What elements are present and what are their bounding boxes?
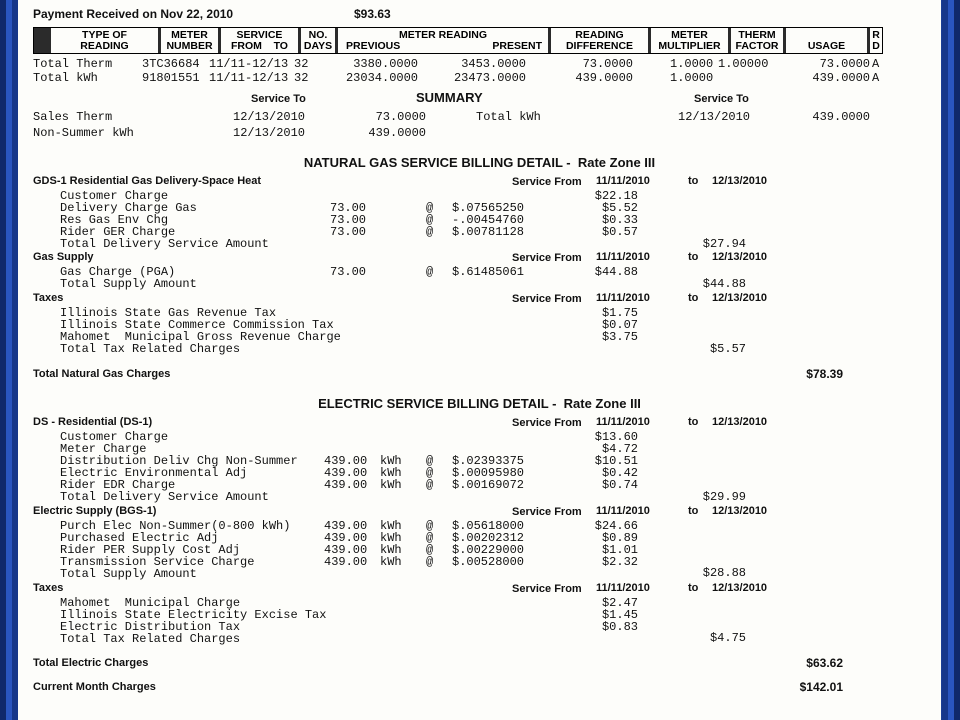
meter-period: 11/11-12/13 xyxy=(209,57,289,71)
header-multiplier: MULTIPLIER xyxy=(658,40,721,52)
service-from-label: Service From xyxy=(512,506,582,518)
line-unit: kWh xyxy=(380,555,402,569)
line-at: @ xyxy=(426,543,434,557)
meter-usage: 73.0000 xyxy=(819,57,870,71)
header-present: PRESENT xyxy=(492,40,542,52)
subtotal-amount: $44.88 xyxy=(702,277,746,291)
subtotal-amount: $4.75 xyxy=(709,631,746,645)
summary-value: 73.0000 xyxy=(375,110,426,124)
line-at: @ xyxy=(426,555,434,569)
line-label: Meter Charge xyxy=(60,442,147,456)
line-amount: $3.75 xyxy=(601,330,638,344)
line-amount: $24.66 xyxy=(594,519,638,533)
summary-value: 439.0000 xyxy=(368,126,426,140)
service-to-label: to xyxy=(688,251,699,263)
line-unit: kWh xyxy=(380,454,402,468)
gas-delivery-header: GDS-1 Residential Gas Delivery-Space Heat xyxy=(33,175,262,187)
line-label: Illinois State Commerce Commission Tax xyxy=(60,318,334,332)
line-qty: 73.00 xyxy=(330,201,367,215)
header-no: NO. xyxy=(308,29,328,41)
subtotal-label: Total Supply Amount xyxy=(60,277,197,291)
electric-taxes-header: Taxes xyxy=(33,582,64,594)
header-usage: USAGE xyxy=(807,40,846,52)
subtotal-amount: $29.99 xyxy=(702,490,746,504)
summary-value-2: 439.0000 xyxy=(812,110,870,124)
line-amount: $1.75 xyxy=(601,306,638,320)
header-number: NUMBER xyxy=(166,40,213,52)
line-rate: $.00202312 xyxy=(452,531,525,545)
line-qty: 439.00 xyxy=(324,454,368,468)
line-label: Transmission Service Charge xyxy=(60,555,255,569)
header-meter: METER xyxy=(171,29,208,41)
line-label: Customer Charge xyxy=(60,189,169,203)
line-unit: kWh xyxy=(380,466,402,480)
line-amount: $1.01 xyxy=(601,543,638,557)
line-qty: 439.00 xyxy=(324,555,368,569)
line-at: @ xyxy=(426,519,434,533)
service-from-label: Service From xyxy=(512,583,582,595)
summary-date: 12/13/2010 xyxy=(233,126,306,140)
meter-present: 3453.0000 xyxy=(461,57,526,71)
header-reading: READING xyxy=(80,40,129,52)
current-month-total: $142.01 xyxy=(799,680,843,694)
meter-number: 3TC36684 xyxy=(142,57,200,71)
line-amount: $0.83 xyxy=(601,620,638,634)
meter-difference: 439.0000 xyxy=(575,71,633,85)
line-label: Rider EDR Charge xyxy=(60,478,176,492)
service-from-date: 11/11/2010 xyxy=(596,251,650,263)
service-to-label: to xyxy=(688,505,699,517)
line-unit: kWh xyxy=(380,531,402,545)
meter-multiplier: 1.0000 xyxy=(670,57,714,71)
header-previous: PREVIOUS xyxy=(346,40,401,52)
line-amount: $5.52 xyxy=(601,201,638,215)
header-factor: FACTOR xyxy=(735,40,779,52)
service-from-date: 11/11/2010 xyxy=(596,582,650,594)
frame-stripe-right-outer xyxy=(954,0,960,720)
summary-date: 12/13/2010 xyxy=(233,110,306,124)
service-to-label: to xyxy=(688,582,699,594)
service-from-label: Service From xyxy=(512,252,582,264)
line-amount: $1.45 xyxy=(601,608,638,622)
line-label: Mahomet Municipal Charge xyxy=(60,596,241,610)
subtotal-label: Total Delivery Service Amount xyxy=(60,237,269,251)
line-rate: $.00169072 xyxy=(452,478,525,492)
service-to-date: 12/13/2010 xyxy=(712,292,768,304)
service-from-date: 11/11/2010 xyxy=(596,292,650,304)
line-amount: $0.57 xyxy=(601,225,638,239)
line-rate: $.05618000 xyxy=(452,519,525,533)
header-d: D xyxy=(872,40,880,52)
meter-usage: 439.0000 xyxy=(812,71,870,85)
line-label: Delivery Charge Gas xyxy=(60,201,197,215)
line-amount: $10.51 xyxy=(594,454,638,468)
service-from-date: 11/11/2010 xyxy=(596,175,650,187)
line-unit: kWh xyxy=(380,478,402,492)
line-label: Purchased Electric Adj xyxy=(60,531,219,545)
line-label: Electric Distribution Tax xyxy=(60,620,241,634)
line-amount: $13.60 xyxy=(594,430,638,444)
subtotal-label: Total Delivery Service Amount xyxy=(60,490,269,504)
line-qty: 439.00 xyxy=(324,478,368,492)
subtotal-amount: $28.88 xyxy=(702,566,746,580)
meter-previous: 23034.0000 xyxy=(345,71,418,85)
line-label: Electric Environmental Adj xyxy=(60,466,248,480)
line-amount: $44.88 xyxy=(594,265,638,279)
line-label: Res Gas Env Chg xyxy=(60,213,169,227)
meter-previous: 3380.0000 xyxy=(353,57,418,71)
service-to-label: to xyxy=(688,416,699,428)
meter-type: Total kWh xyxy=(33,71,98,85)
summary-label-2: Total kWh xyxy=(476,110,541,124)
service-to-label: to xyxy=(688,175,699,187)
line-rate: $.00229000 xyxy=(452,543,525,557)
subtotal-label: Total Supply Amount xyxy=(60,567,197,581)
meter-factor: 1.00000 xyxy=(718,57,769,71)
electric-grand-total: $63.62 xyxy=(806,656,843,670)
service-to-date: 12/13/2010 xyxy=(712,582,768,594)
line-at: @ xyxy=(426,201,434,215)
line-qty: 439.00 xyxy=(324,531,368,545)
line-rate: $.61485061 xyxy=(452,265,525,279)
line-amount: $0.07 xyxy=(601,318,638,332)
subtotal-amount: $5.57 xyxy=(709,342,746,356)
header-r: R xyxy=(872,29,880,41)
line-at: @ xyxy=(426,531,434,545)
line-label: Purch Elec Non-Summer(0-800 kWh) xyxy=(60,519,291,533)
meter-difference: 73.0000 xyxy=(582,57,633,71)
service-to-date: 12/13/2010 xyxy=(712,416,768,428)
line-label: Illinois State Electricity Excise Tax xyxy=(60,608,327,622)
header-from-to: FROM TO xyxy=(231,40,288,52)
subtotal-label: Total Tax Related Charges xyxy=(60,342,241,356)
line-at: @ xyxy=(426,478,434,492)
line-label: Mahomet Municipal Gross Revenue Charge xyxy=(60,330,341,344)
line-label: Rider PER Supply Cost Adj xyxy=(60,543,241,557)
meter-rd: A xyxy=(872,71,880,85)
header-meter-2: METER xyxy=(671,29,708,41)
summary-label: Sales Therm xyxy=(33,110,113,124)
service-from-label: Service From xyxy=(512,293,582,305)
meter-multiplier: 1.0000 xyxy=(670,71,714,85)
line-amount: $2.47 xyxy=(601,596,638,610)
line-qty: 73.00 xyxy=(330,213,367,227)
summary-title: SUMMARY xyxy=(416,90,483,105)
gas-grand-total-label: Total Natural Gas Charges xyxy=(33,368,171,380)
line-rate: $.02393375 xyxy=(452,454,525,468)
line-label: Distribution Deliv Chg Non-Summer xyxy=(60,454,298,468)
line-unit: kWh xyxy=(380,543,402,557)
line-label: Illinois State Gas Revenue Tax xyxy=(60,306,277,320)
meter-table-header xyxy=(33,27,883,54)
service-to-date: 12/13/2010 xyxy=(712,175,768,187)
bill-page xyxy=(18,0,941,720)
service-from-label: Service From xyxy=(512,417,582,429)
payment-label: Payment Received on Nov 22, 2010 xyxy=(33,7,234,21)
line-label: Customer Charge xyxy=(60,430,169,444)
line-amount: $4.72 xyxy=(601,442,638,456)
line-qty: 73.00 xyxy=(330,265,367,279)
summary-service-to-right: Service To xyxy=(694,93,749,105)
meter-type: Total Therm xyxy=(33,57,113,71)
electric-delivery-header: DS - Residential (DS-1) xyxy=(33,416,153,428)
line-amount: $0.74 xyxy=(601,478,638,492)
line-qty: 439.00 xyxy=(324,519,368,533)
gas-grand-total: $78.39 xyxy=(806,367,843,381)
header-days: DAYS xyxy=(303,40,333,52)
line-amount: $0.89 xyxy=(601,531,638,545)
service-to-label: to xyxy=(688,292,699,304)
line-rate: $.00781128 xyxy=(452,225,525,239)
meter-days: 32 xyxy=(294,71,309,85)
summary-label: Non-Summer kWh xyxy=(33,126,134,140)
meter-period: 11/11-12/13 xyxy=(209,71,289,85)
line-rate: $.00528000 xyxy=(452,555,525,569)
line-rate: $.00095980 xyxy=(452,466,525,480)
electric-grand-total-label: Total Electric Charges xyxy=(33,657,149,669)
subtotal-amount: $27.94 xyxy=(702,237,746,251)
current-month-label: Current Month Charges xyxy=(33,681,156,693)
line-label: Gas Charge (PGA) xyxy=(60,265,176,279)
summary-service-to-left: Service To xyxy=(251,93,306,105)
header-type-of: TYPE OF xyxy=(82,29,127,41)
line-at: @ xyxy=(426,213,434,227)
meter-days: 32 xyxy=(294,57,309,71)
gas-section-title: NATURAL GAS SERVICE BILLING DETAIL - Rate Zone III xyxy=(303,155,656,170)
header-difference: DIFFERENCE xyxy=(565,40,634,52)
service-to-date: 12/13/2010 xyxy=(712,251,768,263)
service-from-date: 11/11/2010 xyxy=(596,505,650,517)
gas-supply-header: Gas Supply xyxy=(33,251,94,263)
line-qty: 439.00 xyxy=(324,466,368,480)
summary-date-2: 12/13/2010 xyxy=(678,110,751,124)
meter-number: 91801551 xyxy=(142,71,200,85)
line-amount: $0.42 xyxy=(601,466,638,480)
line-at: @ xyxy=(426,265,434,279)
header-meter-reading: METER READING xyxy=(398,29,488,41)
line-rate: -.00454760 xyxy=(452,213,525,227)
header-reading-2: READING xyxy=(575,29,624,41)
line-amount: $0.33 xyxy=(601,213,638,227)
meter-rd: A xyxy=(872,57,880,71)
service-to-date: 12/13/2010 xyxy=(712,505,768,517)
line-at: @ xyxy=(426,466,434,480)
line-qty: 73.00 xyxy=(330,225,367,239)
payment-amount: $93.63 xyxy=(354,7,391,21)
line-amount: $22.18 xyxy=(594,189,638,203)
gas-taxes-header: Taxes xyxy=(33,292,64,304)
service-from-date: 11/11/2010 xyxy=(596,416,650,428)
line-label: Rider GER Charge xyxy=(60,225,176,239)
line-at: @ xyxy=(426,225,434,239)
line-qty: 439.00 xyxy=(324,543,368,557)
service-from-label: Service From xyxy=(512,176,582,188)
line-rate: $.07565250 xyxy=(452,201,525,215)
line-amount: $2.32 xyxy=(601,555,638,569)
electric-section-title: ELECTRIC SERVICE BILLING DETAIL - Rate Zone III xyxy=(318,396,641,411)
header-service: SERVICE xyxy=(236,29,283,41)
line-at: @ xyxy=(426,454,434,468)
meter-present: 23473.0000 xyxy=(453,71,526,85)
header-therm: THERM xyxy=(738,29,776,41)
subtotal-label: Total Tax Related Charges xyxy=(60,632,241,646)
line-unit: kWh xyxy=(380,519,402,533)
electric-supply-header: Electric Supply (BGS-1) xyxy=(33,505,157,517)
